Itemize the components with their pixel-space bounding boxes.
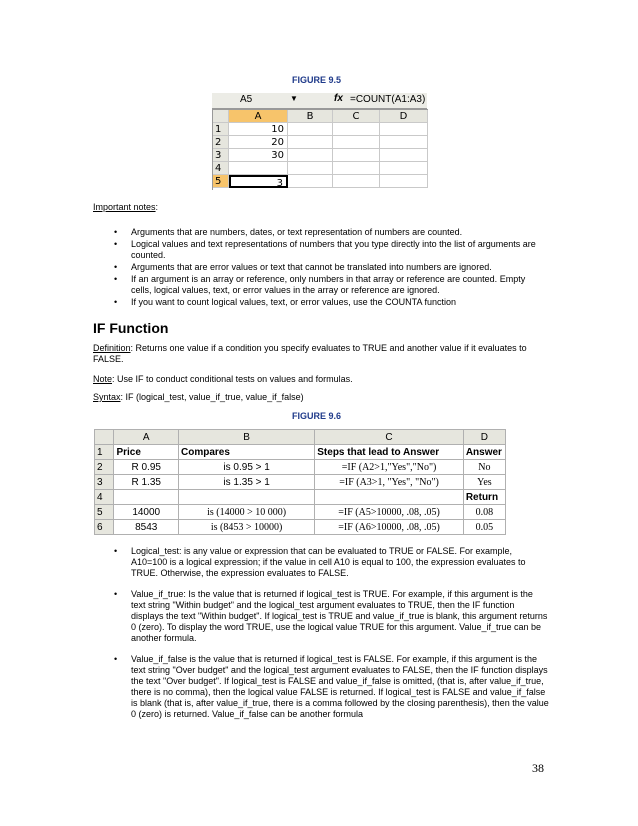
cell bbox=[380, 162, 428, 175]
row-header: 6 bbox=[95, 520, 114, 535]
cell: Price bbox=[114, 445, 179, 460]
syntax-paragraph: Syntax: IF (logical_test, value_if_true, value_if_false) bbox=[93, 392, 304, 402]
cell bbox=[333, 123, 380, 136]
cell: R 1.35 bbox=[114, 475, 179, 490]
cell: 14000 bbox=[114, 505, 179, 520]
list-item: • Arguments that are numbers, dates, or text representation of numbers are counted. bbox=[114, 227, 463, 237]
col-header: C bbox=[333, 110, 380, 123]
row-header: 2 bbox=[213, 136, 229, 149]
cell: =IF (A5>10000, .08, .05) bbox=[315, 505, 464, 520]
cell: is (8453 > 10000) bbox=[179, 520, 315, 535]
sheet-grid bbox=[212, 109, 428, 190]
row-header: 1 bbox=[95, 445, 114, 460]
cell-a3: 30 bbox=[229, 149, 288, 162]
list-item: • If you want to count logical values, text, or error values, use the COUNTA function bbox=[114, 297, 456, 307]
row-header: 3 bbox=[213, 149, 229, 162]
cell bbox=[114, 490, 179, 505]
important-notes-heading: Important notes: bbox=[93, 202, 159, 212]
corner-cell bbox=[213, 110, 229, 123]
cell bbox=[380, 123, 428, 136]
cell bbox=[288, 162, 333, 175]
cell: =IF (A6>10000, .08, .05) bbox=[315, 520, 464, 535]
notes-list bbox=[114, 227, 541, 308]
cell bbox=[333, 162, 380, 175]
cell bbox=[380, 136, 428, 149]
cell bbox=[288, 149, 333, 162]
col-header: A bbox=[114, 430, 179, 445]
cell bbox=[380, 149, 428, 162]
page-number: 38 bbox=[532, 761, 544, 775]
cell-a1: 10 bbox=[229, 123, 288, 136]
formula-text: =COUNT(A1:A3) bbox=[350, 94, 426, 105]
cell bbox=[315, 490, 464, 505]
arguments-list bbox=[114, 546, 549, 720]
row-header: 4 bbox=[213, 162, 229, 175]
corner-cell bbox=[95, 430, 114, 445]
cell: Answer bbox=[463, 445, 505, 460]
cell-a5-selected: 3 bbox=[229, 175, 288, 188]
dropdown-arrow-icon: ▼ bbox=[290, 94, 298, 103]
cell bbox=[333, 175, 380, 188]
row-header: 1 bbox=[213, 123, 229, 136]
table-row bbox=[95, 445, 506, 460]
cell: Compares bbox=[179, 445, 315, 460]
row-header: 4 bbox=[95, 490, 114, 505]
table-row bbox=[95, 505, 506, 520]
cell bbox=[179, 490, 315, 505]
if-function-heading: IF Function bbox=[93, 320, 169, 336]
cell bbox=[288, 175, 333, 188]
cell bbox=[288, 123, 333, 136]
list-item: • Logical_test: is any value or expression that can be evaluated to TRUE or FALSE. For example, A10=100 is a logical expression; if the value in cell A10 is equal to 100, the expression evaluates to TRUE. Otherwise, the expression evaluates to FALSE. bbox=[114, 546, 526, 578]
cell bbox=[380, 175, 428, 188]
cell: 8543 bbox=[114, 520, 179, 535]
cell bbox=[333, 149, 380, 162]
cell: is (14000 > 10 000) bbox=[179, 505, 315, 520]
figure-9-6-title: FIGURE 9.6 bbox=[292, 411, 342, 421]
cell: R 0.95 bbox=[114, 460, 179, 475]
row-header-selected: 5 bbox=[213, 175, 229, 188]
list-item: • Value_if_true: Is the value that is returned if logical_test is TRUE. For example, if this argument is the text string "Within budget" and the logical_test argument evaluates to TRUE, then the IF function displays the text "Within budget". If logical_test is TRUE and value_if_true is blank, this argument returns 0 (zero). To display the word TRUE, use the logical value TRUE for this argument. Value_if_true can be another formula. bbox=[114, 589, 548, 643]
cell-a4 bbox=[229, 162, 288, 175]
table-row bbox=[95, 475, 506, 490]
col-header: D bbox=[463, 430, 505, 445]
cell: Return bbox=[463, 490, 505, 505]
row-header: 2 bbox=[95, 460, 114, 475]
cell: Yes bbox=[463, 475, 505, 490]
table-row bbox=[95, 490, 506, 505]
list-item: • Arguments that are error values or text that cannot be translated into numbers are ignored. bbox=[114, 262, 492, 272]
cell: =IF (A3>1, "Yes", "No") bbox=[315, 475, 464, 490]
list-item: • Value_if_false is the value that is returned if logical_test is FALSE. For example, if this argument is the text string "Over budget" and the logical_test argument evaluates to FALSE, then the IF function displays the text "Over budget". If logical_test is FALSE and value_if_false is omitted, (that is, after value_if_true, there is no comma), then the logical value FALSE is returned. If logical_test is FALSE and value_if_false is blank (that is, after value_if_true, there is a comma followed by the closing parenthesis), then the value 0 (zero) is returned. Value_if_false can be another formula bbox=[114, 654, 549, 719]
row-header: 3 bbox=[95, 475, 114, 490]
col-header: D bbox=[380, 110, 428, 123]
formula-bar bbox=[212, 93, 427, 109]
name-box: A5 bbox=[240, 94, 253, 105]
col-header: A bbox=[229, 110, 288, 123]
cell: is 0.95 > 1 bbox=[179, 460, 315, 475]
fx-icon: fx bbox=[334, 93, 343, 104]
cell bbox=[333, 136, 380, 149]
col-header: B bbox=[288, 110, 333, 123]
note-paragraph: Note: Use IF to conduct conditional tests on values and formulas. bbox=[93, 374, 353, 384]
row-header: 5 bbox=[95, 505, 114, 520]
figure-9-6-table bbox=[94, 429, 506, 535]
table-header-row bbox=[95, 430, 506, 445]
figure-9-5-title: FIGURE 9.5 bbox=[292, 75, 342, 85]
cell: No bbox=[463, 460, 505, 475]
cell: 0.05 bbox=[463, 520, 505, 535]
cell: is 1.35 > 1 bbox=[179, 475, 315, 490]
cell bbox=[288, 136, 333, 149]
col-header: C bbox=[315, 430, 464, 445]
cell: 0.08 bbox=[463, 505, 505, 520]
table-row bbox=[95, 460, 506, 475]
cell-a2: 20 bbox=[229, 136, 288, 149]
list-item: • If an argument is an array or reference, only numbers in that array or reference are counted. Empty cells, logical values, text, or error values in the array or reference are ignored. bbox=[114, 274, 526, 295]
figure-9-5-spreadsheet bbox=[212, 93, 427, 191]
definition-paragraph: Definition: Returns one value if a condition you specify evaluates to TRUE and another value if it evaluates to FALSE. bbox=[93, 343, 527, 364]
cell: Steps that lead to Answer bbox=[315, 445, 464, 460]
list-item: • Logical values and text representations of numbers that you type directly into the list of arguments are counted. bbox=[114, 239, 536, 260]
table-row bbox=[95, 520, 506, 535]
cell: =IF (A2>1,"Yes","No") bbox=[315, 460, 464, 475]
col-header: B bbox=[179, 430, 315, 445]
